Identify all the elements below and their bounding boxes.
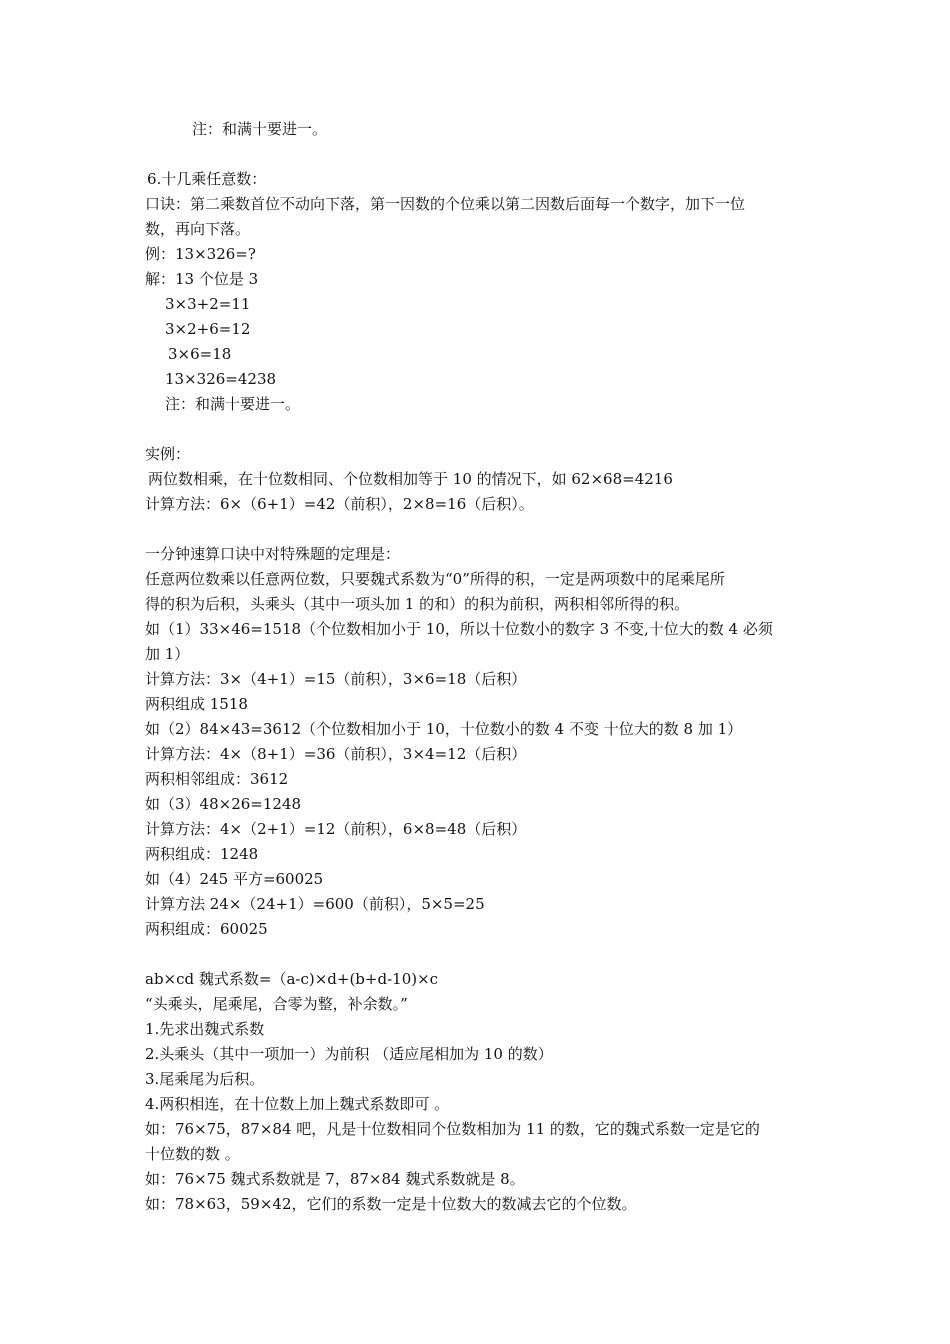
section-heading: 6.十几乘任意数： [147,170,267,188]
text-line: 如（1）33×46=1518（个位数相加小于 10，所以十位数小的数字 3 不变,十位大的数 4 必须 [145,620,773,638]
text-line: 两积组成：1248 [145,845,259,863]
step-line: 3.尾乘尾为后积。 [145,1070,265,1088]
text-line: 任意两位数乘以任意两位数，只要魏式系数为“0”所得的积，一定是两项数中的尾乘尾所 [145,570,725,588]
step-line: 1.先求出魏式系数 [145,1020,265,1038]
section-heading: 实例： [145,445,191,463]
text-line: 计算方法：6×（6+1）=42（前积），2×8=16（后积）。 [145,495,534,513]
calc-result: 13×326=4238 [165,370,277,388]
calc-step: 3×3+2=11 [165,295,251,313]
text-line: 计算方法 24×（24+1）=600（前积），5×5=25 [145,895,485,913]
text-line: 计算方法：3×（4+1）=15（前积），3×6=18（后积） [145,670,527,688]
text-line: 两积相邻组成：3612 [145,770,289,788]
note-carry-top: 注：和满十要进一。 [192,120,328,138]
step-line: 2.头乘头（其中一项加一）为前积 （适应尾相加为 10 的数） [145,1045,553,1063]
text-line: 两位数相乘，在十位数相同、个位数相加等于 10 的情况下，如 62×68=4216 [148,470,673,488]
text-line: 计算方法：4×（8+1）=36（前积），3×4=12（后积） [145,745,527,763]
text-line: 如（3）48×26=1248 [145,795,302,813]
text-line: 加 1） [145,645,190,663]
text-line: 如：76×75，87×84 吧，凡是十位数相同个位数相加为 11 的数，它的魏式系数一定是它的 [145,1120,760,1138]
text-line: 如（2）84×43=3612（个位数相加小于 10，十位数小的数 4 不变 十位大的数 8 加 1） [145,720,743,738]
calc-step: 3×6=18 [168,345,232,363]
section-heading: 一分钟速算口诀中对特殊题的定理是： [145,545,401,563]
step-line: 4.两积相连，在十位数上加上魏式系数即可 。 [145,1095,450,1113]
text-line: 如：76×75 魏式系数就是 7，87×84 魏式系数就是 8。 [145,1170,525,1188]
text-line: 十位数的数 。 [145,1145,240,1163]
text-line: 口诀：第二乘数首位不动向下落，第一因数的个位乘以第二因数后面每一个数字，加下一位 [145,195,746,213]
calc-step: 3×2+6=12 [165,320,251,338]
text-line: 两积组成：60025 [145,920,268,938]
example-line: 例：13×326=? [145,245,256,263]
text-line: 得的积为后积，头乘头（其中一项头加 1 的和）的积为前积，两积相邻所得的积。 [145,595,690,613]
note-carry: 注：和满十要进一。 [165,395,301,413]
text-line: 数，再向下落。 [145,220,251,238]
text-line: 如：78×63，59×42，它们的系数一定是十位数大的数减去它的个位数。 [145,1195,637,1213]
text-line: 如（4）245 平方=60025 [145,870,324,888]
text-line: 两积组成 1518 [145,695,248,713]
quote-line: “头乘头，尾乘尾，合零为整，补余数。” [145,995,408,1013]
text-line: 计算方法：4×（2+1）=12（前积），6×8=48（后积） [145,820,527,838]
formula-line: ab×cd 魏式系数=（a-c)×d+(b+d-10)×c [145,970,439,988]
solution-line: 解：13 个位是 3 [145,270,259,288]
